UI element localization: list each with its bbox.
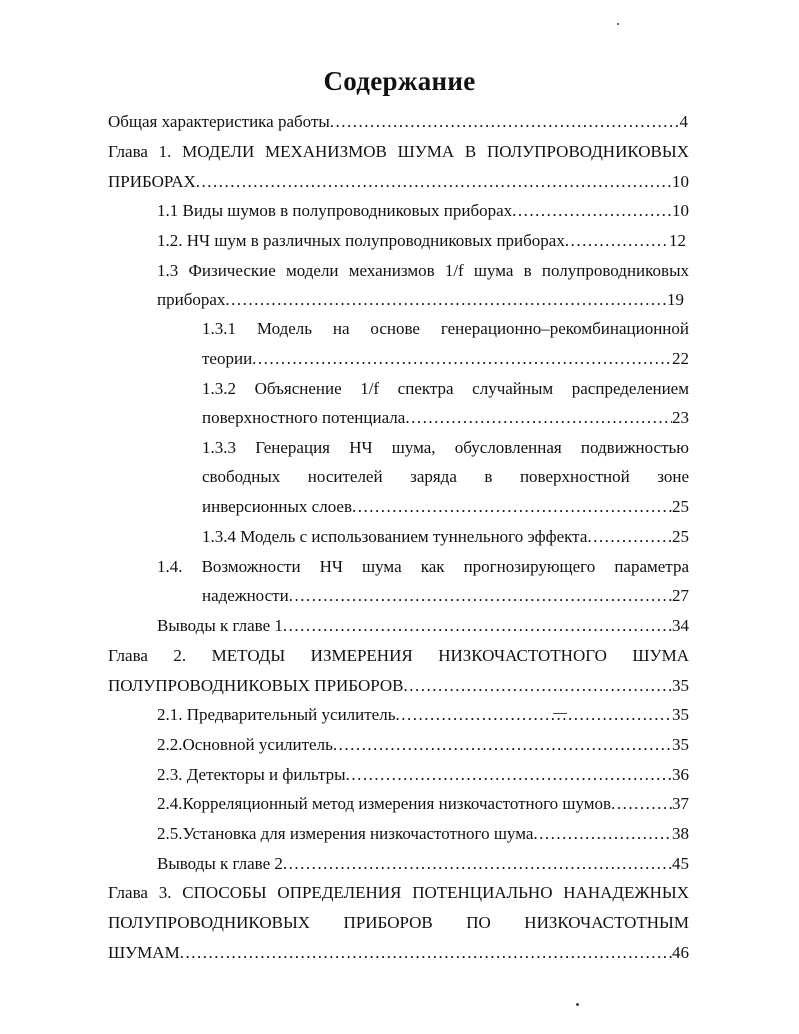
toc-page-number: 23	[672, 408, 689, 427]
toc-entry-label: ПРИБОРАХ	[108, 172, 196, 191]
toc-entry-label: надежности	[202, 586, 289, 605]
toc-page-number: 22	[672, 349, 689, 368]
toc-entry-label: 2.2.Основной усилитель	[157, 735, 333, 754]
toc-subsection-1-3-2-line1[interactable]: 1.3.2 Объяснение 1/f спектра случайным распределением	[202, 379, 689, 398]
toc-section-2-3[interactable]	[157, 764, 689, 786]
toc-conclusions-2[interactable]	[157, 853, 689, 875]
toc-page-number: 35	[672, 676, 689, 695]
toc-page-number: 36	[672, 765, 689, 784]
toc-conclusions-1[interactable]	[157, 615, 689, 637]
toc-section-1-2[interactable]	[157, 230, 686, 252]
toc-section-2-1[interactable]	[157, 704, 689, 726]
scan-speck	[576, 1003, 579, 1006]
toc-leader	[587, 526, 672, 548]
toc-leader	[512, 200, 672, 222]
toc-entry-label: Выводы к главе 1	[157, 616, 283, 635]
toc-subsection-1-3-1-line2[interactable]	[202, 348, 689, 370]
toc-entry-label: 1.2. НЧ шум в различных полупроводниковых приборах	[157, 231, 565, 250]
toc-leader	[565, 230, 669, 252]
toc-page-number: 10	[672, 201, 689, 220]
toc-page-number: 10	[672, 172, 689, 191]
toc-page-number: 27	[672, 586, 689, 605]
toc-leader	[405, 407, 672, 429]
toc-page-number: 35	[672, 735, 689, 754]
toc-page-number: 34	[672, 616, 689, 635]
toc-entry-label: Общая характеристика работы	[108, 112, 330, 131]
toc-entry-label: 2.3. Детекторы и фильтры	[157, 765, 346, 784]
toc-entry-label: 1.1 Виды шумов в полупроводниковых приборах	[157, 201, 513, 220]
toc-leader	[404, 675, 673, 697]
toc-page-number: 19	[667, 290, 684, 309]
toc-leader	[225, 289, 667, 311]
toc-entry-general[interactable]	[108, 111, 688, 133]
toc-subsection-1-3-2-line2[interactable]	[202, 407, 689, 429]
toc-leader	[283, 615, 672, 637]
toc-page-number: 37	[672, 794, 689, 813]
toc-leader	[611, 793, 672, 815]
toc-entry-label: 2.1. Предварительный усилитель	[157, 705, 396, 724]
toc-chapter-3-line1[interactable]: Глава 3. СПОСОБЫ ОПРЕДЕЛЕНИЯ ПОТЕНЦИАЛЬНО НАНАДЕЖНЫХ	[108, 883, 689, 902]
toc-page-number: 4	[679, 112, 688, 131]
toc-chapter-2-line1[interactable]: Глава 2. МЕТОДЫ ИЗМЕРЕНИЯ НИЗКОЧАСТОТНОГО ШУМА	[108, 646, 689, 665]
toc-chapter-3-line3[interactable]	[108, 942, 689, 964]
toc-subsection-1-3-3-line3[interactable]	[202, 496, 689, 518]
toc-leader	[283, 853, 672, 875]
page-title: Содержание	[323, 66, 476, 96]
toc-subsection-1-3-4[interactable]	[202, 526, 689, 548]
toc-section-1-4-line1[interactable]: 1.4. Возможности НЧ шума как прогнозирующего параметра	[157, 557, 689, 576]
toc-page-number: 12	[669, 231, 686, 250]
toc-leader	[180, 942, 672, 964]
toc-entry-label: инверсионных слоев	[202, 497, 352, 516]
toc-leader	[289, 585, 672, 607]
toc-section-1-3-line2[interactable]	[157, 289, 684, 311]
toc-section-2-5[interactable]	[157, 823, 689, 845]
toc-entry-label: Выводы к главе 2	[157, 854, 283, 873]
toc-chapter-2-line2[interactable]	[108, 675, 689, 697]
toc-section-1-4-line2[interactable]	[202, 585, 689, 607]
toc-page-number: 45	[672, 854, 689, 873]
toc-chapter-1-line1[interactable]: Глава 1. МОДЕЛИ МЕХАНИЗМОВ ШУМА В ПОЛУПРОВОДНИКОВЫХ	[108, 142, 689, 161]
toc-chapter-1-line2[interactable]	[108, 171, 689, 193]
toc-section-1-3-line1[interactable]: 1.3 Физические модели механизмов 1/f шума в полупроводниковых	[157, 261, 689, 280]
toc-leader	[330, 111, 680, 133]
toc-subsection-1-3-3-line1[interactable]: 1.3.3 Генерация НЧ шума, обусловленная подвижностью	[202, 438, 689, 457]
toc-leader	[395, 704, 672, 726]
scan-speck	[553, 713, 567, 714]
toc-page-number: 35	[672, 705, 689, 724]
toc-entry-label: приборах	[157, 290, 226, 309]
toc-entry-label: 1.3.4 Модель с использованием туннельного эффекта	[202, 527, 588, 546]
toc-entry-label: теории	[202, 349, 253, 368]
toc-leader	[333, 734, 672, 756]
toc-page-number: 25	[672, 497, 689, 516]
toc-subsection-1-3-3-line2[interactable]: свободных носителей заряда в поверхностной зоне	[202, 467, 689, 486]
toc-section-2-4[interactable]	[157, 793, 689, 815]
toc-entry-label: 2.5.Установка для измерения низкочастотного шума	[157, 824, 534, 843]
toc-leader	[352, 496, 672, 518]
toc-leader	[346, 764, 672, 786]
toc-section-1-1[interactable]	[157, 200, 689, 222]
toc-leader	[533, 823, 672, 845]
toc-leader	[196, 171, 672, 193]
toc-entry-label: 2.4.Корреляционный метод измерения низкочастотного шумов	[157, 794, 612, 813]
toc-page-number: 38	[672, 824, 689, 843]
toc-entry-label: ПОЛУПРОВОДНИКОВЫХ ПРИБОРОВ	[108, 676, 404, 695]
toc-page-number: 25	[672, 527, 689, 546]
toc-page-number: 46	[672, 943, 689, 962]
toc-entry-label: поверхностного потенциала	[202, 408, 406, 427]
toc-chapter-3-line2[interactable]: ПОЛУПРОВОДНИКОВЫХ ПРИБОРОВ ПО НИЗКОЧАСТОТНЫМ	[108, 913, 689, 932]
toc-section-2-2[interactable]	[157, 734, 689, 756]
toc-leader	[252, 348, 672, 370]
toc-subsection-1-3-1-line1[interactable]: 1.3.1 Модель на основе генерационно–рекомбинационной	[202, 319, 689, 338]
scan-speck	[617, 23, 619, 25]
toc-entry-label: ШУМАМ	[108, 943, 180, 962]
